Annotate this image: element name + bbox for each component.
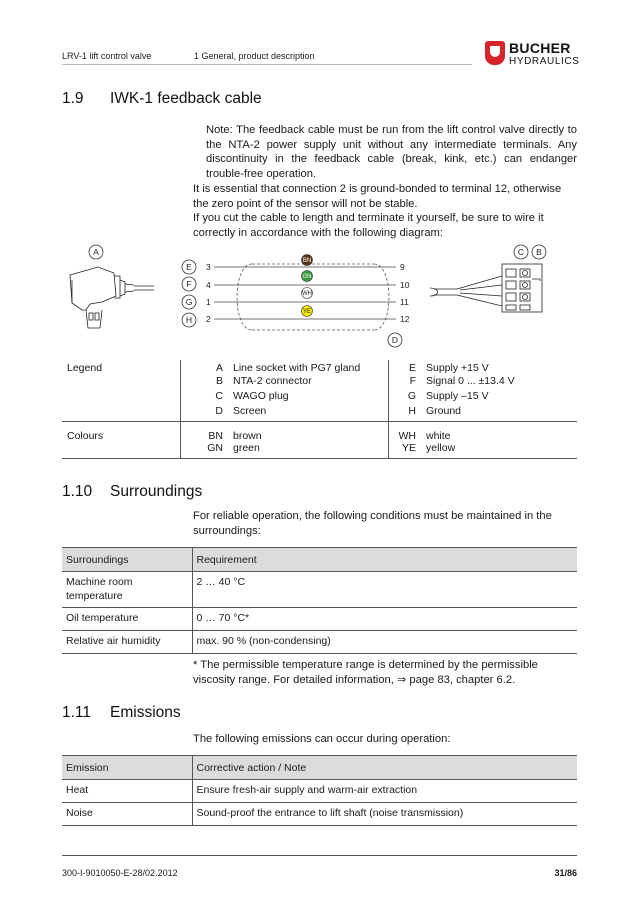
surroundings-intro: For reliable operation, the following conditions must be maintained in the surroundings: [193, 510, 552, 537]
column-header: Requirement [192, 548, 577, 572]
pin-right-12: 12 [400, 314, 410, 324]
legend-code: B [180, 375, 228, 390]
legend-code: G [388, 390, 421, 405]
legend-text: Supply +15 V [426, 362, 489, 374]
section-number: 1.10 [62, 483, 93, 500]
pin-right-11: 11 [400, 297, 409, 307]
colour-text: white [426, 430, 451, 442]
colours-row [62, 442, 577, 459]
pin-left-4: 4 [206, 280, 211, 290]
screen-outline [237, 264, 389, 330]
section-title: Surroundings [110, 483, 203, 500]
section-title: IWK-1 feedback cable [110, 90, 262, 107]
footer-doc-number: 300-I-9010050-E-28/02.2012 [62, 868, 178, 878]
wiring-diagram [62, 240, 577, 348]
wire-tag-bn-label: BN [302, 258, 312, 264]
table-cell: 0 … 70 °C* [192, 608, 577, 631]
legend-text: Ground [421, 405, 577, 422]
table-row [62, 803, 577, 826]
wire-tag-ye-label: YE [302, 309, 312, 315]
table-row [62, 608, 577, 631]
colour-text: brown [233, 430, 262, 442]
callout-g-label: G [185, 297, 193, 307]
pin-right-10: 10 [400, 280, 410, 290]
legend-row [62, 360, 577, 375]
table-header-row [62, 756, 577, 780]
legend-text: NTA-2 connector [233, 375, 312, 387]
legend-row [62, 375, 577, 390]
line-socket-drawing [70, 267, 154, 328]
emissions-intro: The following emissions can occur during operation: [193, 733, 451, 745]
callout-b-label: B [536, 247, 542, 257]
note-label: Note: [206, 124, 233, 136]
colour-code: YE [388, 442, 421, 459]
wiring-paragraph: If you cut the cable to length and terminate it yourself, be sure to wire it correctly in accordance with the following diagram: [193, 212, 544, 239]
callout-c-label: C [517, 247, 525, 257]
column-header: Corrective action / Note [192, 756, 577, 780]
column-header: Surroundings [62, 548, 192, 572]
ground-bond-paragraph: It is essential that connection 2 is ground-bonded to terminal 12, otherwise the zero point of the sensor will not be stable. [193, 183, 562, 210]
note-text: The feedback cable must be run from the lift control valve directly to the NTA-2 power supply unit without any intermediate terminals. Any discontinuity in the feedback cable (break, kink, etc.) can endanger trouble-free operation. [206, 124, 577, 180]
table-cell: 2 … 40 °C [192, 572, 577, 608]
colours-label: Colours [67, 430, 104, 442]
pin-left-1: 1 [206, 297, 211, 307]
bucher-logo-icon [485, 41, 505, 65]
legend-text: Screen [228, 405, 388, 422]
footer-rule [62, 855, 577, 856]
column-header: Emission [62, 756, 192, 780]
table-cell: max. 90 % (non-condensing) [192, 631, 577, 654]
colour-code: WH [388, 422, 421, 443]
legend-table [62, 360, 577, 459]
legend-text: Line socket with PG7 gland [233, 362, 361, 374]
surroundings-table [62, 547, 577, 654]
legend-label: Legend [67, 362, 103, 374]
colour-code: BN [180, 422, 228, 443]
callout-d-label: D [391, 335, 399, 345]
legend-code: A [180, 360, 228, 375]
section-number: 1.9 [62, 90, 84, 107]
footer-page-number: 31/86 [554, 868, 577, 878]
wire-tag-wh-label: WH [302, 291, 312, 297]
emissions-table [62, 755, 577, 826]
legend-text: WAGO plug [233, 390, 289, 402]
callout-f-label: F [186, 279, 192, 289]
table-cell: Oil temperature [62, 608, 192, 631]
callout-h-label: H [185, 315, 193, 325]
legend-code: E [388, 360, 421, 375]
pin-left-2: 2 [206, 314, 211, 324]
table-row [62, 572, 577, 608]
legend-row [62, 405, 577, 422]
header-section-ref: 1 General, product description [194, 51, 315, 61]
temperature-footnote: * The permissible temperature range is determined by the permissible viscosity range. For detailed information, ⇒ page 83, chapter 6.2. [193, 659, 538, 686]
header-rule [62, 64, 472, 65]
pin-right-9: 9 [400, 262, 405, 272]
table-header-row [62, 548, 577, 572]
header-doc-title: LRV-1 lift control valve [62, 51, 152, 61]
callout-a-label: A [93, 247, 99, 257]
logo-brand-name: BUCHER [509, 40, 571, 56]
colour-text: yellow [421, 442, 577, 459]
pin-left-3: 3 [206, 262, 211, 272]
table-cell: Heat [62, 780, 192, 803]
legend-text: Supply –15 V [426, 390, 489, 402]
note-paragraph [206, 123, 577, 181]
callout-e-label: E [186, 262, 192, 272]
table-cell: Machine room temperature [62, 572, 192, 608]
legend-code: D [180, 405, 228, 422]
table-cell: Noise [62, 803, 192, 826]
table-cell: Ensure fresh-air supply and warm-air extraction [192, 780, 577, 803]
colour-code: GN [180, 442, 228, 459]
table-cell: Relative air humidity [62, 631, 192, 654]
legend-text: Signal 0 ... ±13.4 V [426, 375, 515, 387]
section-number: 1.11 [62, 704, 92, 721]
bucher-logo [485, 40, 580, 72]
legend-row [62, 390, 577, 405]
legend-code: H [388, 405, 421, 422]
colours-row [62, 422, 577, 443]
legend-code: C [180, 390, 228, 405]
logo-brand-sub: HYDRAULICS [509, 56, 580, 67]
wire-tag-gn-label: GN [302, 274, 312, 280]
legend-code: F [388, 375, 421, 390]
table-row [62, 780, 577, 803]
colour-text: green [228, 442, 388, 459]
section-title: Emissions [110, 704, 181, 721]
table-cell: Sound-proof the entrance to lift shaft (noise transmission) [192, 803, 577, 826]
wago-plug-drawing [430, 264, 542, 312]
table-row [62, 631, 577, 654]
